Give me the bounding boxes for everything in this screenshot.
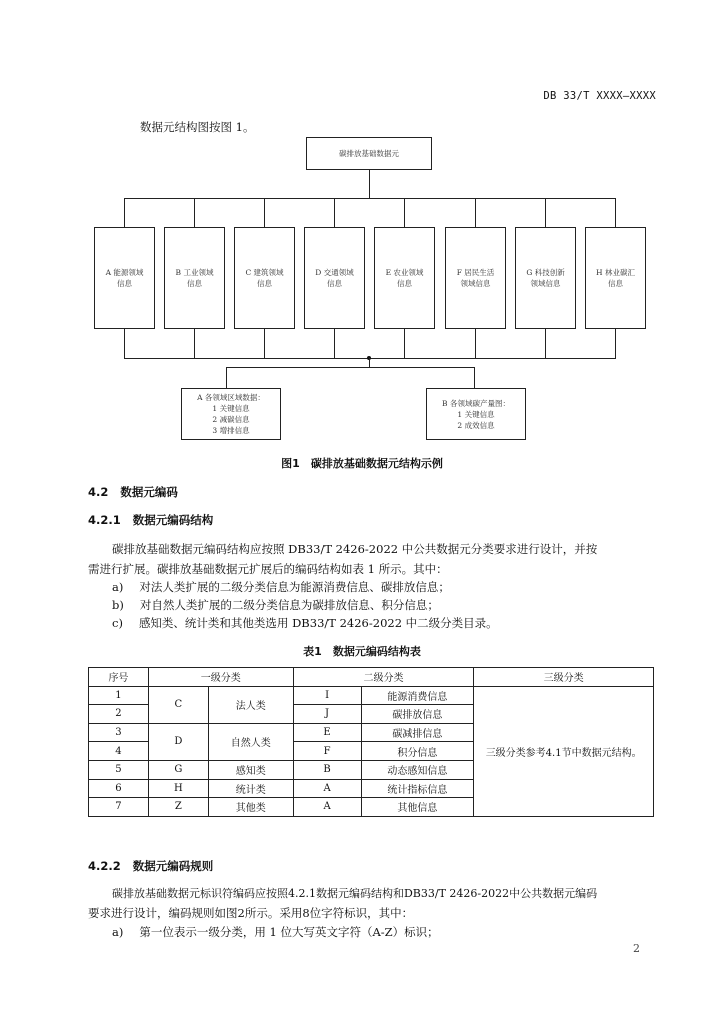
header-level2: 二级分类 — [293, 668, 474, 687]
page-number: 2 — [633, 942, 640, 955]
header-level3: 三级分类 — [474, 668, 654, 687]
table-caption: 表1 数据元编码结构表 — [303, 645, 421, 658]
table-header-row — [89, 668, 654, 687]
figure-caption: 图1 碳排放基础数据元结构示例 — [281, 457, 443, 470]
document-code: DB 33/T XXXX—XXXX — [543, 90, 656, 102]
level3-note: 三级分类参考4.1节中数据元结构。 — [474, 686, 654, 816]
section-4-2-1-heading: 4.2.1 数据元编码结构 — [88, 513, 214, 527]
category-box-h: H 林业碳汇 信息 — [585, 227, 646, 329]
category-box-g: G 科技创新 领域信息 — [515, 227, 576, 329]
paragraph-2-line-2: 要求进行设计，编码规则如图2所示。采用8位字符标识，其中： — [88, 906, 414, 920]
category-box-f: F 居民生活 领域信息 — [445, 227, 506, 329]
section-4-2-heading: 4.2 数据元编码 — [88, 485, 178, 499]
table-row: 6 H 统计类 A 统计指标信息 — [89, 779, 654, 798]
list-item: b) 对自然人类扩展的二级分类信息为碳排放信息、积分信息； — [112, 598, 439, 612]
list-item: a) 第一位表示一级分类，用 1 位大写英文字符（A-Z）标识； — [112, 925, 439, 939]
paragraph-1-line-2: 需进行扩展。碳排放基础数据元扩展后的编码结构如表 1 所示。其中： — [88, 562, 448, 576]
coding-structure-table — [88, 667, 654, 817]
intro-text: 数据元结构图按图 1。 — [140, 120, 255, 134]
category-box-e: E 农业领域 信息 — [374, 227, 435, 329]
table-row: 3 D 自然人类 E 碳减排信息 — [89, 723, 654, 742]
paragraph-2-line-1: 碳排放基础数据元标识符编码应按照4.2.1数据元编码结构和DB33/T 2426-2022中公共数据元编码 — [112, 887, 598, 900]
table-row: 4 F 积分信息 — [89, 742, 654, 761]
regional-data-box: A 各领域区域数据： 1 关键信息 2 减碳信息 3 增排信息 — [181, 388, 281, 440]
list-item: c) 感知类、统计类和其他类选用 DB33/T 2426-2022 中二级分类目录。 — [112, 616, 498, 630]
table-row: 5 G 感知类 B 动态感知信息 — [89, 760, 654, 779]
category-box-d: D 交通领域 信息 — [304, 227, 365, 329]
section-4-2-2-heading: 4.2.2 数据元编码规则 — [88, 859, 214, 873]
header-seq: 序号 — [89, 668, 149, 687]
category-box-b: B 工业领域 信息 — [164, 227, 225, 329]
category-box-a: A 能源领域 信息 — [94, 227, 155, 329]
header-level1: 一级分类 — [148, 668, 293, 687]
list-item: a) 对法人类扩展的二级分类信息为能源消费信息、碳排放信息； — [112, 580, 450, 594]
table-row: 1 C 法人类 I 能源消费信息 三级分类参考4.1节中数据元结构。 — [89, 686, 654, 705]
diagram-root-box: 碳排放基础数据元 — [306, 137, 432, 170]
sector-data-box: B 各领域碳产量图： 1 关键信息 2 成效信息 — [426, 388, 526, 440]
table-row: 7 Z 其他类 A 其他信息 — [89, 798, 654, 817]
category-box-c: C 建筑领域 信息 — [234, 227, 295, 329]
table-row: 2 J 碳排放信息 — [89, 705, 654, 724]
paragraph-1-line-1: 碳排放基础数据元编码结构应按照 DB33/T 2426-2022 中公共数据元分类要求进行设计，并按 — [112, 542, 598, 556]
